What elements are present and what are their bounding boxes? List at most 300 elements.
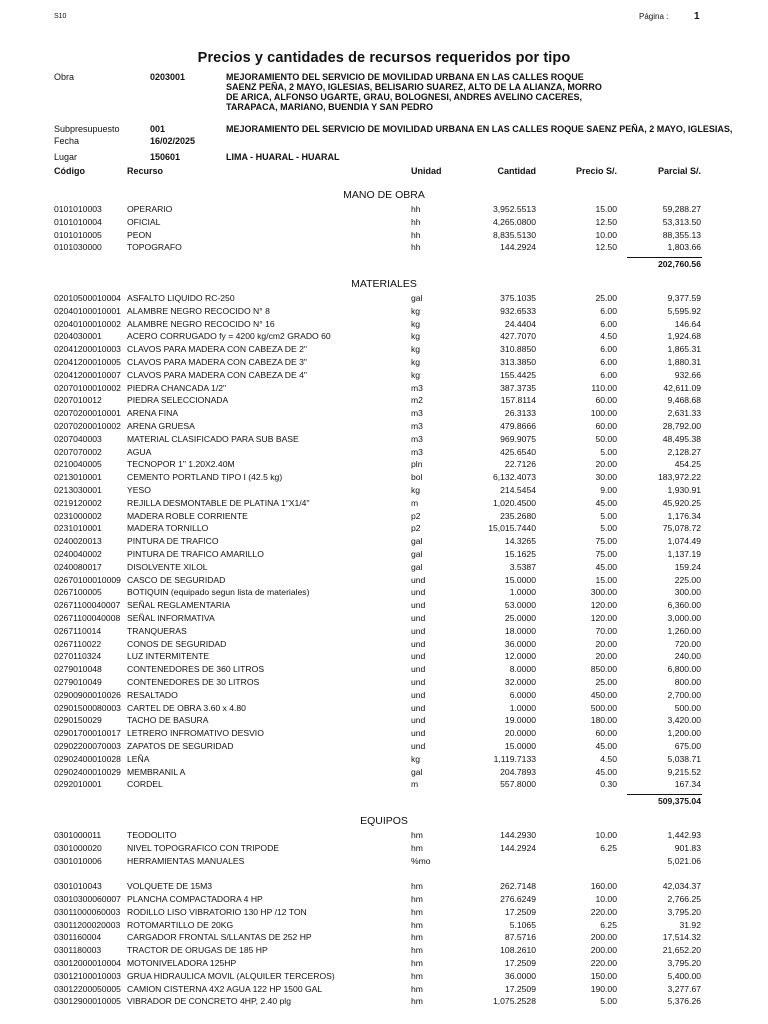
resource-unit: und bbox=[411, 728, 426, 739]
table-row bbox=[0, 305, 768, 318]
table-row bbox=[0, 919, 768, 932]
resource-code: 0267100005 bbox=[54, 587, 102, 598]
resource-unit: gal bbox=[411, 536, 423, 547]
resource-name: BOTIQUIN (equipado segun lista de materiales) bbox=[127, 587, 310, 598]
subpresupuesto-code: 001 bbox=[150, 124, 166, 134]
resource-price: 75.00 bbox=[595, 536, 617, 547]
column-header-quantity: Cantidad bbox=[497, 166, 536, 176]
section-subtotal: 202,760.56 bbox=[657, 259, 701, 270]
resource-name: CLAVOS PARA MADERA CON CABEZA DE 4" bbox=[127, 369, 307, 380]
table-row bbox=[0, 535, 768, 548]
resource-quantity: 262.7148 bbox=[500, 881, 536, 892]
resource-name: CONTENEDORES DE 360 LITROS bbox=[127, 664, 265, 675]
table-row bbox=[0, 702, 768, 715]
resource-name: GRUA HIDRAULICA MOVIL (ALQUILER TERCEROS) bbox=[127, 970, 335, 981]
resource-price: 220.00 bbox=[590, 906, 617, 917]
table-row bbox=[0, 766, 768, 779]
resource-partial: 225.00 bbox=[674, 574, 701, 585]
resource-quantity: 1,119.7133 bbox=[493, 753, 536, 764]
table-row bbox=[0, 433, 768, 446]
resource-price: 45.00 bbox=[595, 497, 617, 508]
resource-price: 300.00 bbox=[590, 587, 617, 598]
table-row bbox=[0, 931, 768, 944]
column-header-code: Código bbox=[54, 166, 85, 176]
section-title: EQUIPOS bbox=[360, 815, 408, 827]
resource-unit: hm bbox=[411, 970, 423, 981]
resource-code: 03012000010004 bbox=[54, 958, 121, 968]
resource-unit: gal bbox=[411, 293, 423, 303]
resource-quantity: 155.4425 bbox=[500, 369, 536, 380]
resource-name: CLAVOS PARA MADERA CON CABEZA DE 3" bbox=[127, 357, 307, 367]
resource-code: 0207040003 bbox=[54, 433, 102, 444]
resource-quantity: 969.9075 bbox=[500, 433, 536, 444]
resource-quantity: 25.0000 bbox=[504, 613, 536, 623]
table-row bbox=[0, 893, 768, 906]
resource-quantity: 310.8850 bbox=[500, 344, 536, 355]
resource-unit: gal bbox=[411, 549, 423, 559]
resource-name: TECNOPOR 1" 1.20X2.40M bbox=[127, 459, 235, 470]
resource-code: 02010500010004 bbox=[54, 293, 121, 303]
resource-unit: m3 bbox=[411, 421, 423, 431]
resource-partial: 5,400.00 bbox=[667, 970, 701, 981]
resource-name: ZAPATOS DE SEGURIDAD bbox=[127, 741, 234, 751]
resource-price: 75.00 bbox=[595, 549, 617, 559]
resource-name: RODILLO LISO VIBRATORIO 130 HP /12 TON bbox=[127, 906, 307, 917]
resource-code: 02902400010029 bbox=[54, 766, 121, 777]
resource-name: CASCO DE SEGURIDAD bbox=[127, 574, 226, 585]
table-row bbox=[0, 880, 768, 893]
resource-quantity: 15.1625 bbox=[504, 549, 536, 559]
resource-unit: und bbox=[411, 677, 426, 687]
resource-code: 03011000060003 bbox=[54, 906, 121, 917]
lugar-code: 150601 bbox=[150, 152, 181, 162]
resource-quantity: 17.2509 bbox=[504, 906, 536, 917]
table-row bbox=[0, 676, 768, 689]
resource-quantity: 12.0000 bbox=[504, 651, 536, 662]
resource-code: 02902400010028 bbox=[54, 753, 121, 764]
resource-name: MATERIAL CLASIFICADO PARA SUB BASE bbox=[127, 433, 299, 444]
resource-name: VOLQUETE DE 15M3 bbox=[127, 881, 213, 892]
resource-unit: und bbox=[411, 651, 426, 662]
resource-unit: m3 bbox=[411, 446, 423, 457]
resource-code: 0301000020 bbox=[54, 842, 102, 853]
resource-code: 0210040005 bbox=[54, 459, 102, 470]
resource-name: ARENA FINA bbox=[127, 408, 179, 419]
resource-partial: 300.00 bbox=[674, 587, 701, 598]
resource-code: 02040100010001 bbox=[54, 305, 121, 316]
resource-unit: m2 bbox=[411, 395, 423, 406]
resource-quantity: 87.5716 bbox=[504, 932, 536, 943]
resource-partial: 1,137.19 bbox=[667, 549, 701, 559]
resource-quantity: 8.0000 bbox=[509, 664, 536, 675]
table-row bbox=[0, 229, 768, 242]
resource-price: 100.00 bbox=[590, 408, 617, 419]
resource-unit: m3 bbox=[411, 433, 423, 444]
resource-quantity: 24.4404 bbox=[504, 318, 536, 329]
resource-partial: 9,377.59 bbox=[667, 293, 701, 303]
resource-unit: und bbox=[411, 638, 426, 649]
resource-partial: 2,766.25 bbox=[667, 894, 701, 904]
resource-quantity: 15.0000 bbox=[504, 741, 536, 751]
table-row bbox=[0, 983, 768, 996]
resource-unit: kg bbox=[411, 318, 421, 329]
resource-code: 0213030001 bbox=[54, 485, 102, 495]
resource-unit: hh bbox=[411, 204, 421, 214]
resource-name: NIVEL TOPOGRAFICO CON TRIPODE bbox=[127, 842, 280, 853]
resource-quantity: 108.2610 bbox=[500, 945, 536, 956]
resource-name: MOTONIVELADORA 125HP bbox=[127, 958, 237, 968]
resource-code: 02901700010017 bbox=[54, 728, 121, 739]
resource-partial: 1,200.00 bbox=[667, 728, 701, 739]
resource-code: 0101010003 bbox=[54, 204, 102, 214]
resource-partial: 31.92 bbox=[679, 919, 701, 930]
resource-partial: 159.24 bbox=[674, 561, 701, 572]
resource-code: 0301010043 bbox=[54, 881, 102, 892]
column-header-partial: Parcial S/. bbox=[657, 166, 701, 176]
table-row bbox=[0, 382, 768, 395]
resource-code: 0207070002 bbox=[54, 446, 102, 457]
resource-price: 60.00 bbox=[595, 421, 617, 431]
resource-partial: 42,611.09 bbox=[663, 382, 701, 393]
resource-unit: hm bbox=[411, 958, 423, 968]
resource-name: MADERA ROBLE CORRIENTE bbox=[127, 510, 248, 521]
resource-code: 02070200010001 bbox=[54, 408, 121, 419]
resource-quantity: 479.8666 bbox=[500, 421, 536, 431]
resource-partial: 1,074.49 bbox=[667, 536, 701, 547]
resource-unit: und bbox=[411, 574, 426, 585]
resource-unit: hh bbox=[411, 229, 421, 240]
resource-name: TOPOGRAFO bbox=[127, 242, 182, 253]
resource-partial: 88,355.13 bbox=[662, 229, 701, 240]
table-row bbox=[0, 471, 768, 484]
resource-price: 200.00 bbox=[590, 932, 617, 943]
subtotal-divider bbox=[627, 794, 702, 795]
resource-unit: pln bbox=[411, 459, 423, 470]
column-header-unit: Unidad bbox=[411, 166, 442, 176]
resource-code: 0240020013 bbox=[54, 536, 102, 547]
resource-partial: 1,924.68 bbox=[667, 331, 701, 342]
resource-code: 02671100040008 bbox=[54, 613, 121, 623]
resource-partial: 17,514.32 bbox=[662, 932, 701, 943]
resource-price: 120.00 bbox=[590, 600, 617, 611]
resource-partial: 5,038.71 bbox=[667, 753, 701, 764]
resource-code: 02670100010009 bbox=[54, 574, 121, 585]
resource-code: 0240080017 bbox=[54, 561, 102, 572]
table-row bbox=[0, 650, 768, 663]
resource-price: 25.00 bbox=[595, 677, 617, 687]
resource-price: 110.00 bbox=[591, 382, 617, 393]
table-row bbox=[0, 727, 768, 740]
resource-price: 20.00 bbox=[595, 638, 617, 649]
resource-price: 45.00 bbox=[595, 561, 617, 572]
resource-price: 6.00 bbox=[600, 369, 617, 380]
resource-unit: kg bbox=[411, 331, 421, 342]
resource-code: 02901500080003 bbox=[54, 702, 121, 713]
resource-partial: 1,803.66 bbox=[667, 242, 701, 253]
resource-quantity: 557.8000 bbox=[500, 779, 536, 790]
resource-partial: 800.00 bbox=[674, 677, 701, 687]
resource-price: 180.00 bbox=[590, 715, 617, 726]
resource-code: 02902200070003 bbox=[54, 741, 121, 751]
resource-code: 0231000002 bbox=[54, 510, 102, 521]
resource-quantity: 3.5387 bbox=[509, 561, 536, 572]
resource-code: 03011200020003 bbox=[54, 919, 121, 930]
resource-partial: 9,215.52 bbox=[667, 766, 701, 777]
resource-partial: 5,021.06 bbox=[667, 855, 701, 866]
resource-partial: 720.00 bbox=[674, 638, 701, 649]
resource-unit: und bbox=[411, 600, 426, 611]
table-row bbox=[0, 625, 768, 638]
resource-partial: 21,652.20 bbox=[662, 945, 701, 956]
resource-name: LETRERO INFROMATIVO DESVIO bbox=[127, 728, 264, 739]
section-title: MATERIALES bbox=[351, 278, 417, 290]
table-row bbox=[0, 216, 768, 229]
resource-code: 02041200010003 bbox=[54, 344, 121, 355]
resource-price: 5.00 bbox=[600, 446, 617, 457]
resource-code: 03012900010005 bbox=[54, 996, 121, 1007]
subpresupuesto-description: MEJORAMIENTO DEL SERVICIO DE MOVILIDAD URBANA EN LAS CALLES ROQUE SAENZ PEÑA, 2 MAYO, IGLESIAS, bbox=[226, 124, 733, 134]
table-row bbox=[0, 829, 768, 842]
resource-name: LEÑA bbox=[127, 753, 150, 764]
resource-partial: 5,376.26 bbox=[667, 996, 701, 1007]
resource-price: 5.00 bbox=[600, 510, 617, 521]
resource-unit: hh bbox=[411, 242, 421, 253]
resource-name: CARTEL DE OBRA 3.60 x 4.80 bbox=[127, 702, 246, 713]
table-row bbox=[0, 203, 768, 216]
resource-quantity: 5.1065 bbox=[509, 919, 536, 930]
resource-name: TEODOLITO bbox=[127, 830, 177, 840]
table-row bbox=[0, 855, 768, 868]
resource-quantity: 8,835.5130 bbox=[492, 229, 536, 240]
resource-name: VIBRADOR DE CONCRETO 4HP, 2.40 plg bbox=[127, 996, 291, 1007]
obra-label: Obra bbox=[54, 72, 75, 82]
resource-code: 02070200010002 bbox=[54, 421, 121, 431]
resource-price: 50.00 bbox=[595, 433, 617, 444]
resource-name: TRANQUERAS bbox=[127, 625, 187, 636]
resource-unit: kg bbox=[411, 344, 421, 355]
resource-unit: m bbox=[411, 779, 419, 790]
resource-name: MEMBRANIL A bbox=[127, 766, 186, 777]
table-row bbox=[0, 740, 768, 753]
resource-name: DISOLVENTE XILOL bbox=[127, 561, 208, 572]
resource-code: 0207010012 bbox=[54, 395, 102, 406]
resource-partial: 2,700.00 bbox=[667, 689, 701, 700]
fecha-value: 16/02/2025 bbox=[150, 136, 196, 146]
resource-price: 10.00 bbox=[595, 229, 617, 240]
resource-code: 03012200050005 bbox=[54, 983, 121, 994]
resource-unit: und bbox=[411, 741, 426, 751]
resource-unit: kg bbox=[411, 485, 421, 495]
resource-partial: 500.00 bbox=[674, 702, 701, 713]
resource-partial: 2,128.27 bbox=[667, 446, 701, 457]
table-row bbox=[0, 356, 768, 369]
resource-unit: bol bbox=[411, 472, 423, 483]
resource-price: 5.00 bbox=[600, 996, 617, 1007]
resource-partial: 28,792.00 bbox=[662, 421, 701, 431]
page-number: 1 bbox=[694, 11, 700, 22]
resource-unit: m3 bbox=[411, 408, 423, 419]
resource-unit: hm bbox=[411, 932, 423, 943]
resource-price: 6.00 bbox=[600, 305, 617, 316]
resource-code: 0267110022 bbox=[54, 638, 102, 649]
resource-price: 500.00 bbox=[590, 702, 617, 713]
table-row bbox=[0, 548, 768, 561]
resource-code: 0101010004 bbox=[54, 216, 102, 227]
resource-price: 190.00 bbox=[590, 983, 617, 994]
table-row bbox=[0, 842, 768, 855]
resource-unit: hm bbox=[411, 842, 423, 853]
table-row bbox=[0, 612, 768, 625]
resource-partial: 146.64 bbox=[674, 318, 701, 329]
resource-code: 0301010006 bbox=[54, 855, 102, 866]
resource-quantity: 144.2924 bbox=[500, 242, 536, 253]
resource-code: 0301180003 bbox=[54, 945, 102, 956]
resource-name: OPERARIO bbox=[127, 204, 173, 214]
resource-name: CLAVOS PARA MADERA CON CABEZA DE 2" bbox=[127, 344, 307, 355]
resource-quantity: 427.7070 bbox=[500, 331, 536, 342]
resource-partial: 167.34 bbox=[674, 779, 701, 790]
resource-partial: 1,442.93 bbox=[667, 830, 701, 840]
resource-quantity: 6.0000 bbox=[509, 689, 536, 700]
resource-unit: kg bbox=[411, 357, 421, 367]
resource-code: 0267110014 bbox=[54, 625, 102, 636]
resource-code: 0240040002 bbox=[54, 549, 102, 559]
resource-price: 6.00 bbox=[600, 318, 617, 329]
resource-name: CARGADOR FRONTAL S/LLANTAS DE 252 HP bbox=[127, 932, 312, 943]
resource-partial: 1,930.91 bbox=[667, 485, 701, 495]
resource-price: 60.00 bbox=[595, 728, 617, 739]
resource-name: HERRAMIENTAS MANUALES bbox=[127, 855, 245, 866]
resource-quantity: 14.3265 bbox=[504, 536, 536, 547]
table-row bbox=[0, 318, 768, 331]
table-row bbox=[0, 714, 768, 727]
resource-price: 4.50 bbox=[600, 753, 617, 764]
resource-price: 6.25 bbox=[600, 919, 617, 930]
resource-price: 6.00 bbox=[600, 357, 617, 367]
resource-price: 10.00 bbox=[595, 894, 617, 904]
resource-quantity: 1.0000 bbox=[509, 702, 536, 713]
resource-partial: 183,972.22 bbox=[657, 472, 701, 483]
resource-unit: p2 bbox=[411, 510, 421, 521]
resource-name: MADERA TORNILLO bbox=[127, 523, 209, 534]
resource-name: OFICIAL bbox=[127, 216, 161, 227]
table-row bbox=[0, 970, 768, 983]
resource-quantity: 15,015.7440 bbox=[488, 523, 536, 534]
resource-code: 0204030001 bbox=[54, 331, 102, 342]
resource-price: 30.00 bbox=[595, 472, 617, 483]
resource-partial: 3,277.67 bbox=[667, 983, 701, 994]
resource-partial: 5,595.92 bbox=[667, 305, 701, 316]
resource-unit: und bbox=[411, 702, 426, 713]
resource-price: 4.50 bbox=[600, 331, 617, 342]
table-row bbox=[0, 510, 768, 523]
fecha-label: Fecha bbox=[54, 136, 80, 146]
resource-name: CAMION CISTERNA 4X2 AGUA 122 HP 1500 GAL bbox=[127, 983, 323, 994]
resource-code: 02900900010026 bbox=[54, 689, 121, 700]
resource-quantity: 3,952.5513 bbox=[492, 204, 536, 214]
resource-price: 450.00 bbox=[590, 689, 617, 700]
resource-unit: gal bbox=[411, 766, 423, 777]
table-row bbox=[0, 407, 768, 420]
table-row bbox=[0, 689, 768, 702]
resource-price: 0.30 bbox=[600, 779, 617, 790]
resource-name: CEMENTO PORTLAND TIPO I (42.5 kg) bbox=[127, 472, 283, 483]
resource-name: REJILLA DESMONTABLE DE PLATINA 1"X1/4" bbox=[127, 497, 310, 508]
resource-quantity: 387.3735 bbox=[500, 382, 536, 393]
page-title: Precios y cantidades de recursos requeridos por tipo bbox=[197, 50, 571, 66]
resource-partial: 75,078.72 bbox=[662, 523, 701, 534]
resource-price: 9.00 bbox=[600, 485, 617, 495]
resource-partial: 3,420.00 bbox=[667, 715, 701, 726]
table-row bbox=[0, 369, 768, 382]
table-row bbox=[0, 458, 768, 471]
resource-unit: kg bbox=[411, 305, 421, 316]
resource-unit: hm bbox=[411, 906, 423, 917]
resource-name: CORDEL bbox=[127, 779, 163, 790]
resource-partial: 3,795.20 bbox=[667, 958, 701, 968]
resource-price: 20.00 bbox=[595, 651, 617, 662]
resource-price: 60.00 bbox=[595, 395, 617, 406]
resource-code: 02671100040007 bbox=[54, 600, 121, 611]
report-code: S10 bbox=[54, 13, 67, 20]
table-row bbox=[0, 663, 768, 676]
resource-quantity: 313.3850 bbox=[500, 357, 536, 367]
resource-price: 12.50 bbox=[595, 216, 617, 227]
resource-partial: 45,920.25 bbox=[662, 497, 701, 508]
resource-price: 850.00 bbox=[590, 664, 617, 675]
table-row bbox=[0, 867, 768, 880]
table-row bbox=[0, 638, 768, 651]
resource-unit: hm bbox=[411, 983, 423, 994]
lugar-label: Lugar bbox=[54, 152, 78, 162]
column-header-resource: Recurso bbox=[127, 166, 164, 176]
resource-name: SEÑAL REGLAMENTARIA bbox=[127, 600, 231, 611]
column-header-price: Precio S/. bbox=[575, 166, 617, 176]
section-title: MANO DE OBRA bbox=[343, 189, 425, 201]
resource-quantity: 20.0000 bbox=[504, 728, 536, 739]
resource-price: 70.00 bbox=[595, 625, 617, 636]
resource-name: PIEDRA SELECCIONADA bbox=[127, 395, 229, 406]
resource-quantity: 15.0000 bbox=[504, 574, 536, 585]
lugar-description: LIMA - HUARAL - HUARAL bbox=[226, 152, 340, 162]
resource-price: 120.00 bbox=[590, 613, 617, 623]
resource-code: 0292010001 bbox=[54, 779, 102, 790]
table-row bbox=[0, 574, 768, 587]
section-subtotal: 509,375.04 bbox=[657, 796, 701, 807]
resource-partial: 1,880.31 bbox=[667, 357, 701, 367]
resource-unit: und bbox=[411, 715, 426, 726]
resource-partial: 48,495.38 bbox=[662, 433, 701, 444]
resource-partial: 42,034.37 bbox=[662, 881, 701, 892]
resource-code: 0301160004 bbox=[54, 932, 102, 943]
resource-name: RESALTADO bbox=[127, 689, 178, 700]
resource-price: 160.00 bbox=[590, 881, 617, 892]
obra-description: MEJORAMIENTO DEL SERVICIO DE MOVILIDAD URBANA EN LAS CALLES ROQUE SAENZ PEÑA, 2 MAYO, IGLESIAS, BELISARIO SUAREZ, ALTO DE LA ALIANZA, MORRO DE ARICA, ALFONSO UGARTE, GRAU, BOLOGNESI, ANDRES AVELINO CACERES, TARAPACA, MARIANO, BUENDIA Y SAN PEDRO bbox=[226, 72, 602, 112]
table-row bbox=[0, 944, 768, 957]
resource-quantity: 36.0000 bbox=[504, 970, 536, 981]
resource-code: 0279010048 bbox=[54, 664, 102, 675]
resource-unit: hm bbox=[411, 996, 423, 1007]
resource-price: 6.00 bbox=[600, 344, 617, 355]
subtotal-divider bbox=[627, 257, 702, 258]
resource-quantity: 1,020.4500 bbox=[492, 497, 536, 508]
resource-name: ARENA GRUESA bbox=[127, 421, 195, 431]
resource-partial: 6,360.00 bbox=[667, 600, 701, 611]
resource-code: 02040100010002 bbox=[54, 318, 121, 329]
resource-quantity: 18.0000 bbox=[504, 625, 536, 636]
resource-quantity: 17.2509 bbox=[504, 983, 536, 994]
resource-name: PINTURA DE TRAFICO AMARILLO bbox=[127, 549, 264, 559]
